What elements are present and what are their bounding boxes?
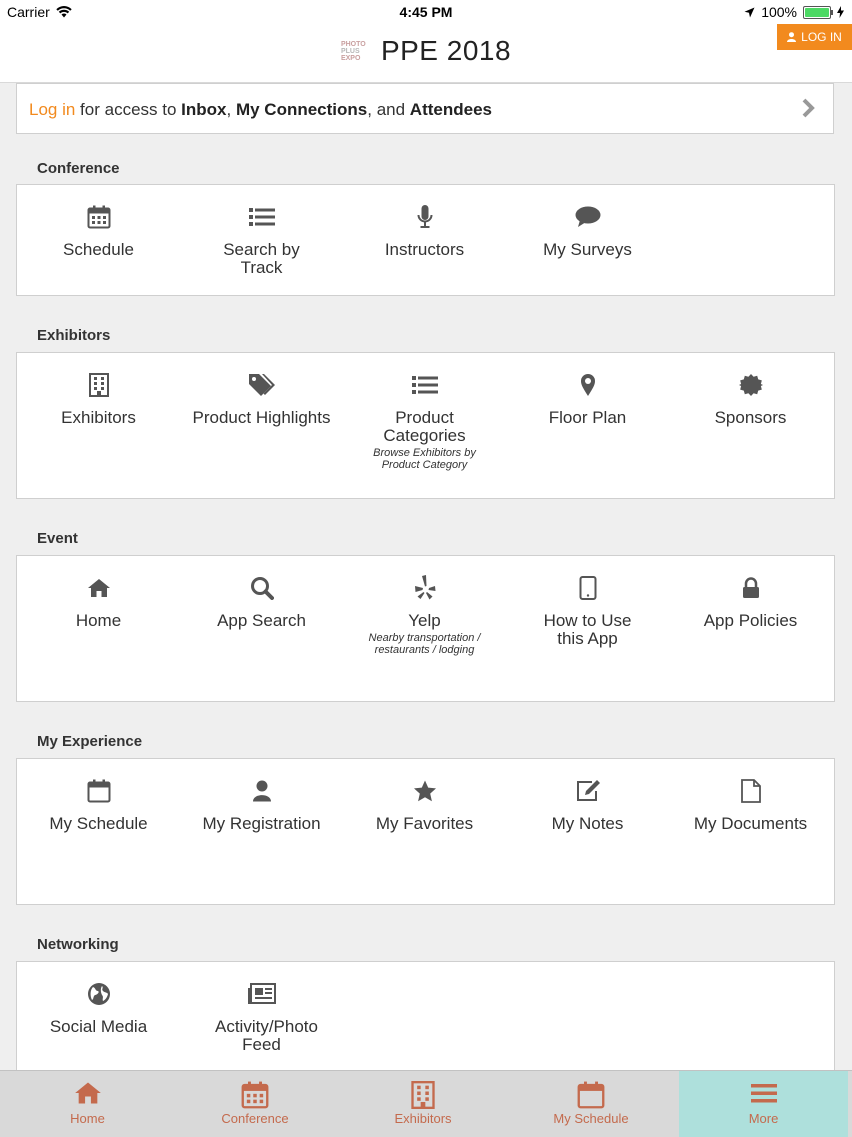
location-arrow-icon: [744, 7, 755, 18]
yelp-icon: [414, 575, 436, 601]
tile-home[interactable]: [17, 556, 180, 630]
tile-label: Search by Track: [223, 240, 300, 277]
tile-my-notes[interactable]: [506, 759, 669, 833]
tile-exhibitors[interactable]: [17, 353, 180, 427]
tags-icon: [248, 373, 276, 397]
login-button[interactable]: [777, 24, 852, 50]
tile-how-to-use[interactable]: [506, 556, 669, 648]
login-banner-text: Log in for access to Inbox, My Connections, and Attendees: [29, 100, 492, 119]
home-icon: [87, 578, 111, 598]
tab-home[interactable]: [4, 1071, 171, 1137]
tile-label: App Search: [217, 611, 306, 630]
microphone-icon: [417, 205, 433, 229]
tab-my-schedule[interactable]: [507, 1071, 675, 1137]
tile-my-surveys[interactable]: [506, 185, 669, 259]
tile-label: Product Categories: [383, 408, 466, 445]
brand: [0, 35, 852, 67]
search-icon: [250, 576, 274, 600]
tile-label: App Policies: [703, 611, 798, 630]
section-title-my-experience: My Experience: [37, 733, 143, 750]
tab-label: Exhibitors: [394, 1111, 452, 1126]
star-icon: [413, 780, 437, 803]
tile-my-schedule[interactable]: [17, 759, 180, 833]
lock-icon: [742, 577, 760, 599]
tile-instructors[interactable]: [343, 185, 506, 259]
home-icon: [74, 1081, 102, 1105]
battery-icon: [803, 6, 831, 19]
building-icon: [411, 1081, 435, 1109]
user-icon: [787, 32, 796, 42]
document-icon: [741, 779, 761, 803]
tile-my-registration[interactable]: [180, 759, 343, 833]
login-link[interactable]: Log in: [29, 100, 76, 119]
calendar-icon: [241, 1081, 269, 1109]
tab-exhibitors[interactable]: [339, 1071, 507, 1137]
calendar-outline-icon: [577, 1081, 605, 1109]
section-title-networking: Networking: [37, 936, 119, 953]
tab-bar: [0, 1070, 852, 1137]
exhibitors-panel: [16, 352, 835, 499]
tile-yelp[interactable]: [343, 556, 506, 656]
app-logo: PHOTO PLUS EXPO: [340, 40, 366, 62]
tile-schedule[interactable]: [17, 185, 180, 259]
tile-label: My Schedule: [49, 814, 148, 833]
conference-panel: [16, 184, 835, 296]
map-pin-icon: [580, 373, 596, 397]
tile-label: Activity/Photo Feed: [215, 1017, 318, 1054]
tab-label: Home: [70, 1111, 105, 1126]
charging-bolt-icon: [837, 6, 844, 18]
event-panel: [16, 555, 835, 702]
list-icon: [249, 207, 275, 227]
tile-social-media[interactable]: [17, 962, 180, 1036]
chevron-right-icon: [801, 98, 815, 118]
tile-label: Social Media: [49, 1017, 148, 1036]
tile-sublabel: Nearby transportation / restaurants / lodging: [368, 632, 481, 656]
tile-product-categories[interactable]: [343, 353, 506, 471]
tablet-icon: [579, 576, 597, 600]
globe-icon: [87, 982, 111, 1006]
carrier-label: Carrier: [7, 4, 50, 20]
tile-floor-plan[interactable]: [506, 353, 669, 427]
tile-my-documents[interactable]: [669, 759, 832, 833]
app-header: [0, 24, 852, 83]
tile-label: Schedule: [63, 240, 134, 259]
login-button-label: LOG IN: [801, 30, 842, 44]
tile-sponsors[interactable]: [669, 353, 832, 427]
newspaper-icon: [248, 983, 276, 1005]
tile-label: My Documents: [693, 814, 808, 833]
section-title-event: Event: [37, 530, 78, 547]
tile-label: Product Highlights: [192, 408, 331, 427]
edit-icon: [575, 779, 601, 803]
tile-label: My Notes: [551, 814, 624, 833]
tile-label: Instructors: [384, 240, 465, 259]
tile-my-favorites[interactable]: [343, 759, 506, 833]
battery-percent: 100%: [761, 4, 797, 20]
tile-label: Floor Plan: [548, 408, 627, 427]
tile-label: How to Use this App: [543, 611, 632, 648]
calendar-icon: [87, 205, 111, 229]
status-time: 4:45 PM: [399, 4, 453, 20]
user-icon: [252, 780, 272, 802]
tile-search-by-track[interactable]: [180, 185, 343, 277]
building-icon: [89, 373, 109, 397]
section-title-exhibitors: Exhibitors: [37, 327, 111, 344]
networking-panel: [16, 961, 835, 1081]
speech-bubble-icon: [575, 206, 601, 228]
tile-activity-feed[interactable]: [180, 962, 343, 1054]
tile-label: Yelp: [408, 611, 441, 630]
section-title-conference: Conference: [37, 160, 120, 177]
menu-icon: [751, 1081, 777, 1105]
tile-product-highlights[interactable]: [180, 353, 343, 427]
tile-label: My Registration: [202, 814, 321, 833]
tab-more[interactable]: [679, 1071, 848, 1137]
tile-app-policies[interactable]: [669, 556, 832, 630]
tab-conference[interactable]: [171, 1071, 339, 1137]
status-bar: [0, 0, 852, 24]
tile-sublabel: Browse Exhibitors by Product Category: [373, 447, 476, 471]
page-title: PPE 2018: [380, 35, 512, 66]
badge-icon: [739, 373, 763, 397]
tile-label: Home: [75, 611, 122, 630]
tile-app-search[interactable]: [180, 556, 343, 630]
login-banner[interactable]: [16, 83, 834, 134]
tab-label: My Schedule: [553, 1111, 629, 1126]
tile-label: My Favorites: [375, 814, 474, 833]
tile-label: Exhibitors: [61, 408, 136, 427]
tab-label: Conference: [221, 1111, 289, 1126]
list-icon: [412, 375, 438, 395]
experience-panel: [16, 758, 835, 905]
calendar-outline-icon: [87, 779, 111, 803]
tab-label: More: [748, 1111, 779, 1126]
tile-label: My Surveys: [543, 240, 632, 259]
tile-label: Sponsors: [714, 408, 787, 427]
